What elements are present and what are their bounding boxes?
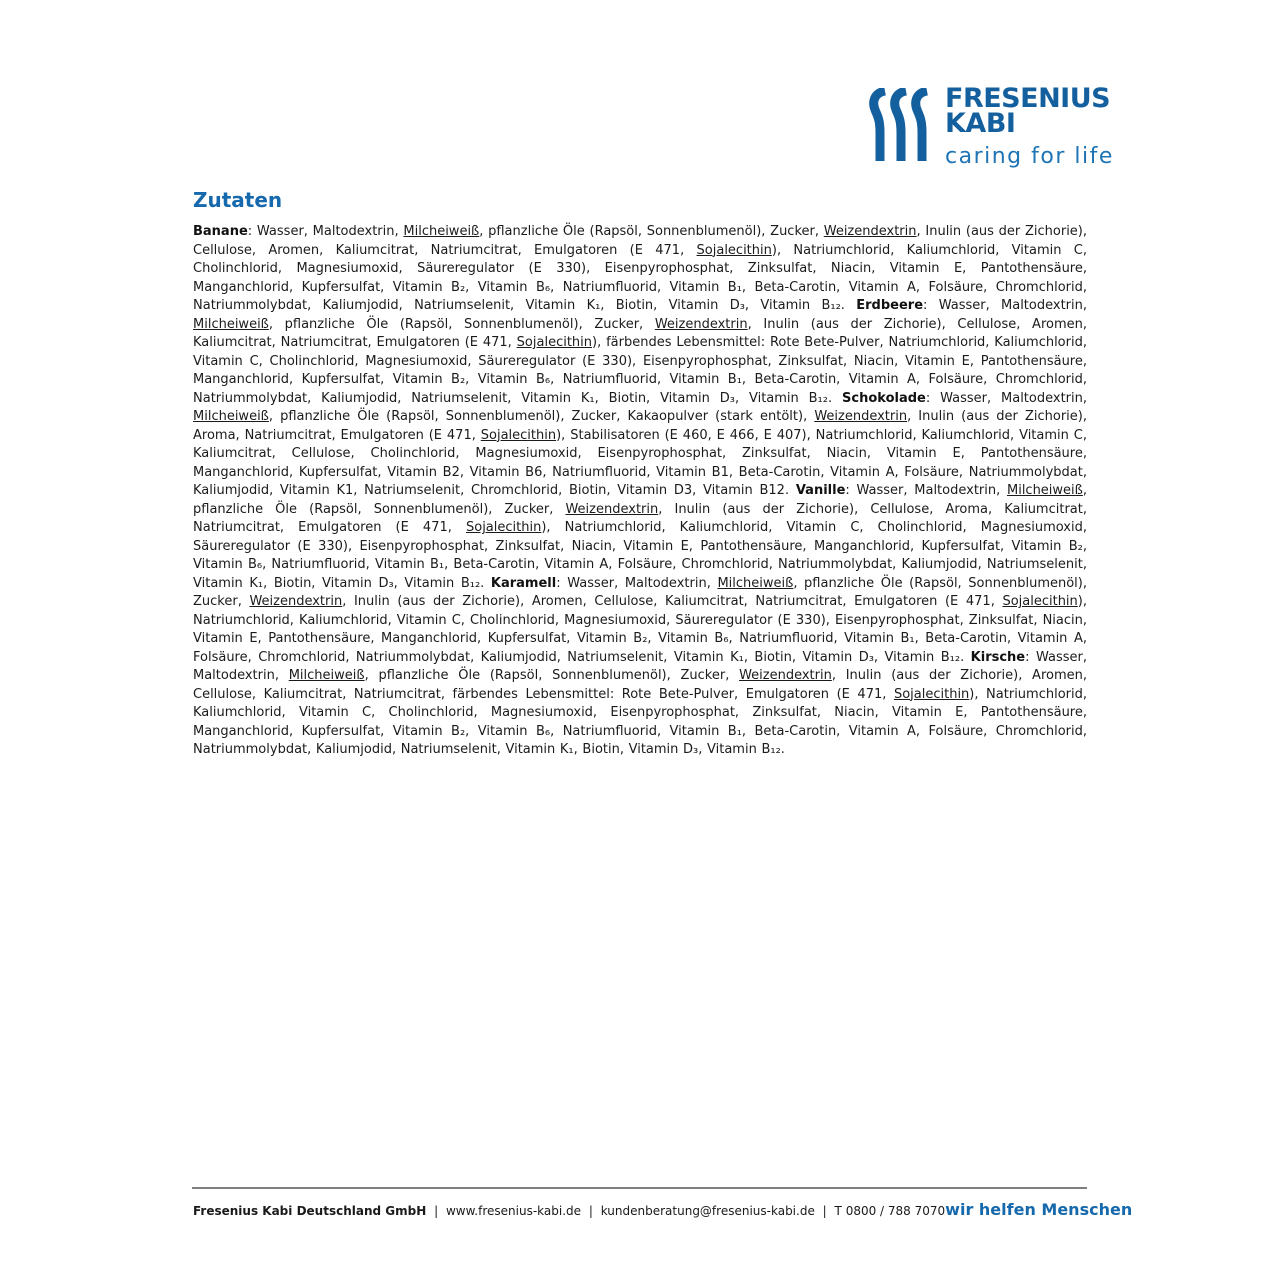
allergen-underlined: Sojalecithin — [893, 686, 970, 702]
footer-divider — [192, 1187, 1087, 1189]
allergen-underlined: Weizendextrin — [823, 224, 917, 239]
footer-website: www.fresenius-kabi.de — [445, 1204, 582, 1218]
allergen-underlined: Weizendextrin — [654, 316, 748, 332]
footer-email: kundenberatung@fresenius-kabi.de — [600, 1204, 815, 1218]
footer-phone: T 0800 / 788 7070 — [834, 1204, 946, 1218]
allergen-underlined: Weizendextrin — [814, 409, 908, 424]
footer — [193, 1200, 1133, 1219]
allergen-underlined: Sojalecithin — [696, 242, 772, 258]
page-title: Zutaten — [193, 188, 283, 212]
allergen-underlined: Sojalecithin — [516, 335, 593, 350]
flavor-name: Banane — [193, 224, 248, 239]
footer-slogan: wir helfen Menschen — [945, 1200, 1133, 1219]
footer-separator: | — [434, 1204, 439, 1218]
footer-separator: | — [822, 1204, 827, 1218]
allergen-underlined: Sojalecithin — [465, 520, 542, 535]
fresenius-wave-stripes-icon — [868, 88, 934, 162]
logo-tagline: caring for life — [945, 144, 1114, 169]
fresenius-kabi-logo — [868, 83, 1114, 169]
allergen-underlined: Weizendextrin — [565, 501, 659, 517]
footer-company-name: Fresenius Kabi Deutschland GmbH — [193, 1204, 427, 1218]
flavor-name: Erdbeere — [856, 298, 924, 313]
flavor-name: Karamell — [490, 575, 557, 591]
logo-wordmark — [945, 83, 1114, 169]
allergen-underlined: Milcheiweiß — [403, 224, 480, 239]
logo-brand-line1: FRESENIUS — [945, 83, 1111, 114]
allergen-underlined: Milcheiweiß — [288, 668, 365, 683]
allergen-underlined: Milcheiweiß — [193, 409, 269, 424]
allergen-underlined: Milcheiweiß — [193, 316, 269, 332]
ingredients-paragraph: Banane: Wasser, Maltodextrin, Milcheiweiß, pflanzliche Öle (Rapsöl, Sonnenblumenöl), Zucker, Weizendextrin, Inulin (aus der Zichorie), Cellulose, Aromen, Kaliumcitrat, Natriumcitrat, Emulgatoren (E 471, Sojalecithin), Natriumchlorid, Kaliumchlorid, Vitamin C, Cholinchlorid, Magnesiumoxid, Säureregulator (E 330), Eisenpyrophosphat, Zinksulfat, Niacin, Vitamin E, Pantothensäure, Manganchlorid, Kupfersulfat, Vitamin B₂, Vitamin B₆, Natriumfluorid, Vitamin B₁, Beta-Carotin, Vitamin A, Folsäure, Chromchlorid, Natriummolybdat, Kaliumjodid, Natriumselenit, Vitamin K₁, Biotin, Vitamin D₃, Vitamin B₁₂. Erdbeere: Wasser, Maltodextrin, Milcheiweiß, pflanzliche Öle (Rapsöl, Sonnenblumenöl), Zucker, Weizendextrin, Inulin (aus der Zichorie), Cellulose, Aromen, Kaliumcitrat, Natriumcitrat, Emulgatoren (E 471, Sojalecithin), färbendes Lebensmittel: Rote Bete-Pulver, Natriumchlorid, Kaliumchlorid, Vitamin C, Cholinchlorid, Magnesiumoxid, Säureregulator (E 330), Eisenpyrophosphat, Zinksulfat, Niacin, Vitamin E, Pantothensäure, Manganchlorid, Kupfersulfat, Vitamin B₂, Vitamin B₆, Natriumfluorid, Vitamin B₁, Beta-Carotin, Vitamin A, Folsäure, Chromchlorid, Natriummolybdat, Kaliumjodid, Natriumselenit, Vitamin K₁, Biotin, Vitamin D₃, Vitamin B₁₂. Schokolade: Wasser, Maltodextrin, Milcheiweiß, pflanzliche Öle (Rapsöl, Sonnenblumenöl), Zucker, Kakaopulver (stark entölt), Weizendextrin, Inulin (aus der Zichorie), Aroma, Natriumcitrat, Emulgatoren (E 471, Sojalecithin), Stabilisatoren (E 460, E 466, E 407), Natriumchlorid, Kaliumchlorid, Vitamin C, Kaliumcitrat, Cellulose, Cholinchlorid, Magnesiumoxid, Eisenpyrophosphat, Zinksulfat, Niacin, Vitamin E, Pantothensäure, Manganchlorid, Kupfersulfat, Vitamin B2, Vitamin B6, Natriumfluorid, Vitamin B1, Beta-Carotin, Vitamin A, Folsäure, Natriummolybdat, Kaliumjodid, Vitamin K1, Natriumselenit, Chromchlorid, Biotin, Vitamin D3, Vitamin B12. Vanille: Wasser, Maltodextrin, Milcheiweiß, pflanzliche Öle (Rapsöl, Sonnenblumenöl), Zucker, Weizendextrin, Inulin (aus der Zichorie), Cellulose, Aroma, Kaliumcitrat, Natriumcitrat, Emulgatoren (E 471, Sojalecithin), Natriumchlorid, Kaliumchlorid, Vitamin C, Cholinchlorid, Magnesiumoxid, Säureregulator (E 330), Eisenpyrophosphat, Zinksulfat, Niacin, Vitamin E, Pantothensäure, Manganchlorid, Kupfersulfat, Vitamin B₂, Vitamin B₆, Natriumfluorid, Vitamin B₁, Beta-Carotin, Vitamin A, Folsäure, Chromchlorid, Natriummolybdat, Kaliumjodid, Natriumselenit, Vitamin K₁, Biotin, Vitamin D₃, Vitamin B₁₂. Karamell: Wasser, Maltodextrin, Milcheiweiß, pflanzliche Öle (Rapsöl, Sonnenblumenöl), Zucker, Weizendextrin, Inulin (aus der Zichorie), Aromen, Cellulose, Kaliumcitrat, Natriumcitrat, Emulgatoren (E 471, Sojalecithin), Natriumchlorid, Kaliumchlorid, Vitamin C, Cholinchlorid, Magnesiumoxid, Säureregulator (E 330), Eisenpyrophosphat, Zinksulfat, Niacin, Vitamin E, Pantothensäure, Manganchlorid, Kupfersulfat, Vitamin B₂, Vitamin B₆, Natriumfluorid, Vitamin B₁, Beta-Carotin, Vitamin A, Folsäure, Chromchlorid, Natriummolybdat, Kaliumjodid, Natriumselenit, Vitamin K₁, Biotin, Vitamin D₃, Vitamin B₁₂. Kirsche: Wasser, Maltodextrin, Milcheiweiß, pflanzliche Öle (Rapsöl, Sonnenblumenöl), Zucker, Weizendextrin, Inulin (aus der Zichorie), Aromen, Cellulose, Kaliumcitrat, Natriumcitrat, färbendes Lebensmittel: Rote Bete-Pulver, Emulgatoren (E 471, Sojalecithin), Natriumchlorid, Kaliumchlorid, Vitamin C, Cholinchlorid, Magnesiumoxid, Eisenpyrophosphat, Zinksulfat, Niacin, Vitamin E, Pantothensäure, Manganchlorid, Kupfersulfat, Vitamin B₂, Vitamin B₆, Natriumfluorid, Vitamin B₁, Beta-Carotin, Vitamin A, Folsäure, Chromchlorid, Natriummolybdat, Kaliumjodid, Natriumselenit, Vitamin K₁, Biotin, Vitamin D₃, Vitamin B₁₂. — [193, 224, 1088, 757]
footer-separator: | — [588, 1204, 593, 1218]
allergen-underlined: Sojalecithin — [480, 427, 557, 443]
flavor-name: Kirsche — [970, 649, 1026, 665]
allergen-underlined: Milcheiweiß — [717, 575, 794, 591]
flavor-name: Vanille — [795, 483, 846, 498]
allergen-underlined: Weizendextrin — [249, 594, 343, 609]
logo-brand-line2: KABI — [945, 108, 1016, 139]
allergen-underlined: Sojalecithin — [1002, 594, 1078, 609]
allergen-underlined: Weizendextrin — [739, 668, 832, 683]
allergen-underlined: Milcheiweiß — [1006, 483, 1083, 498]
flavor-name: Schokolade — [842, 390, 926, 406]
footer-contact-line — [193, 1203, 945, 1219]
